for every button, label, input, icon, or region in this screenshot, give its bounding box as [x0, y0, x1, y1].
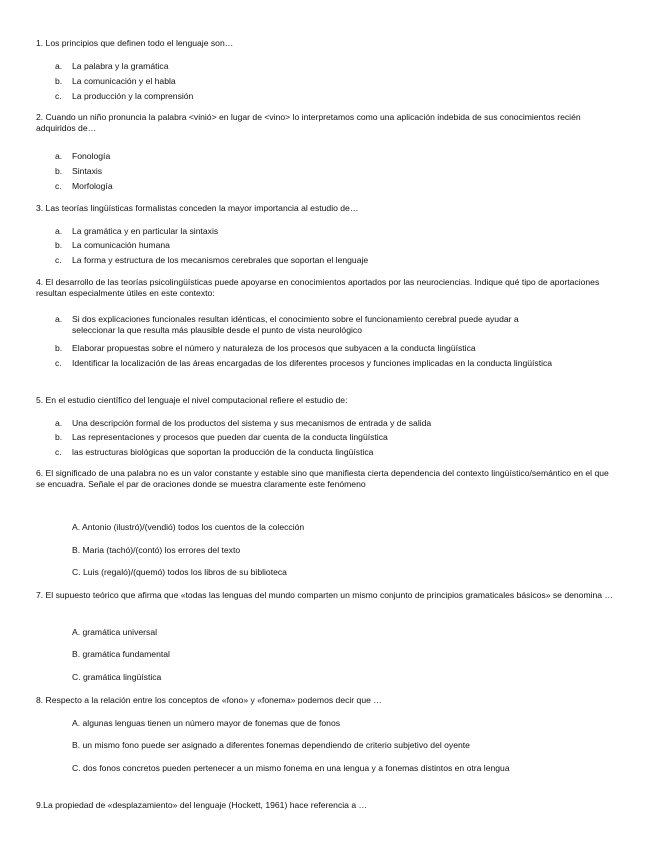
- question-3: [36, 203, 616, 214]
- option-8c: C. dos fonos concretos pueden pertenecer a un mismo fonema en una lengua y a fonemas distintos en otra lengua: [72, 763, 510, 773]
- option-1a: a. La palabra y la gramática: [55, 61, 169, 71]
- option-8b: B. un mismo fono puede ser asignado a diferentes fonemas dependiendo de criterio subjetivo del oyente: [72, 740, 470, 750]
- option-7a: A. gramática universal: [72, 627, 158, 637]
- option-7b: B. gramática fundamental: [72, 649, 170, 659]
- option-6c: C. Luis (regaló)/(quemó) todos los libros de su biblioteca: [72, 567, 287, 577]
- question-text: 1. Los principios que definen todo el lenguaje son…: [36, 38, 234, 48]
- question-text: 4. El desarrollo de las teorías psicolingüísticas puede apoyarse en conocimientos aportados por las neurociencias. Indique qué tipo de aportaciones resultan especialmente útiles en este contexto:: [36, 277, 600, 298]
- option-3a: a. La gramática y en particular la sintaxis: [55, 226, 219, 236]
- option-4b: b. Elaborar propuestas sobre el número y naturaleza de los procesos que subyacen a la conducta lingüística: [55, 343, 476, 353]
- option-2a: a. Fonología: [55, 151, 111, 161]
- question-4: [36, 277, 616, 298]
- question-text: 2. Cuando un niño pronuncia la palabra <vinió> en lugar de <vino> lo interpretamos como una aplicación indebida de sus conocimientos recién adquiridos de…: [36, 112, 581, 133]
- option-5a: a. Una descripción formal de los productos del sistema y sus mecanismos de entrada y de salida: [55, 418, 432, 428]
- option-7c: C. gramática lingüística: [72, 672, 162, 682]
- question-text: 6. El significado de una palabra no es un valor constante y estable sino que manifiesta cierta dependencia del contexto lingüístico/semántico en el que se encuadra. Señale el par de oraciones donde se muestra claramente este fenómeno: [36, 468, 609, 489]
- option-5b: b. Las representaciones y procesos que pueden dar cuenta de la conducta lingüística: [55, 432, 388, 442]
- option-1c: c. La producción y la comprensión: [55, 91, 194, 101]
- question-text: 7. El supuesto teórico que afirma que «todas las lenguas del mundo comparten un mismo conjunto de principios gramaticales básicos» se denomina …: [36, 590, 614, 600]
- option-1b: b. La comunicación y el habla: [55, 76, 176, 86]
- question-6: [36, 468, 616, 489]
- option-4a: a. Si dos explicaciones funcionales resultan idénticas, el conocimiento sobre el funcionamiento cerebral puede ayudar a seleccionar la que resulta más plausible desde el punto de vista neurológico: [55, 314, 519, 335]
- question-text: 3. Las teorías lingüísticas formalistas conceden la mayor importancia al estudio de…: [36, 203, 359, 213]
- option-3b: b. La comunicación humana: [55, 240, 170, 250]
- option-3c: c. La forma y estructura de los mecanismos cerebrales que soportan el lenguaje: [55, 255, 369, 265]
- option-6b: B. Maria (tachó)/(contó) los errores del texto: [72, 545, 241, 555]
- option-5c: c. las estructuras biológicas que soportan la producción de la conducta lingüística: [55, 447, 374, 457]
- option-2b: b. Sintaxis: [55, 166, 103, 176]
- question-7: [36, 590, 616, 601]
- question-text: 9.La propiedad de «desplazamiento» del lenguaje (Hockett, 1961) hace referencia a …: [36, 800, 368, 810]
- option-2c: c. Morfología: [55, 181, 113, 191]
- question-9: [36, 800, 616, 811]
- option-4c: c. Identificar la localización de las áreas encargadas de los diferentes procesos y funciones implicadas en la conducta lingüística: [55, 358, 553, 368]
- question-8: [36, 695, 616, 706]
- question-text: 5. En el estudio científico del lenguaje el nivel computacional refiere el estudio de:: [36, 395, 348, 405]
- option-6a: A. Antonio (ilustró)/(vendió) todos los cuentos de la colección: [72, 522, 305, 532]
- question-1: [36, 38, 616, 49]
- question-5: [36, 395, 616, 406]
- question-2: [36, 112, 616, 133]
- option-8a: A. algunas lenguas tienen un número mayor de fonemas que de fonos: [72, 718, 341, 728]
- question-text: 8. Respecto a la relación entre los conceptos de «fono» y «fonema» podemos decir que …: [36, 695, 382, 705]
